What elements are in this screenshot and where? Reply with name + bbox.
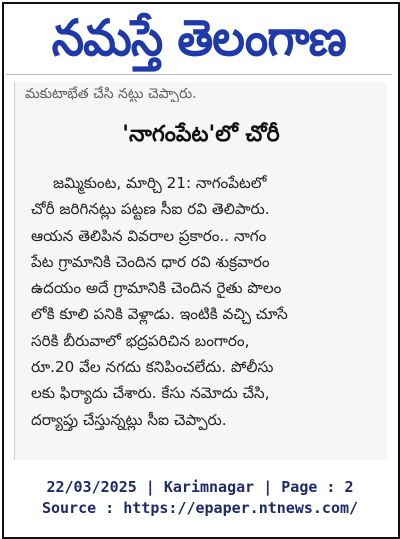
article-line: లోకి కూలి పనికి వెళ్లాడు. ఇంటికి వచ్చి చూసే xyxy=(31,305,288,324)
article-line: దర్యాప్తు చేస్తున్నట్లు సీఐ చెప్పారు. xyxy=(31,410,227,429)
newspaper-masthead xyxy=(6,6,392,70)
footer-date-edition-page: 22/03/2025 | Karimnagar | Page : 2 xyxy=(46,478,354,496)
footer-source-link[interactable]: Source : https://epaper.ntnews.com/ xyxy=(41,499,359,517)
article-clipping xyxy=(14,82,387,460)
article-line: జమ్మికుంట, మార్చి 21: నాగంపేటలో xyxy=(53,174,267,192)
article-line: సరికి బీరువాలో భద్రపరిచిన బంగారం, xyxy=(31,331,250,350)
masthead-divider xyxy=(6,74,392,75)
masthead-title: నమస్తే తెలంగాణ xyxy=(52,9,346,67)
article-line: చోరీ జరిగినట్లు పట్టణ సీఐ రవి తెలిపారు. xyxy=(31,200,270,219)
article-headline: 'నాగంపేట'లో చోరీ xyxy=(122,122,280,147)
article-line: రూ.20 వేల నగదు కనిపించలేదు. పోలీసు xyxy=(31,358,274,377)
article-line: పేట గ్రామానికి చెందిన ధార రవి శుక్రవారం xyxy=(31,252,270,271)
article-line: ఉదయం అదే గ్రామానికి చెందిన రైతు పొలం xyxy=(31,279,282,298)
article-line: లకు ఫిర్యాదు చేశారు. కేసు నమోదు చేసి, xyxy=(31,384,270,403)
clipped-previous-line: మకుటాభేత చేసి నట్టు చెప్పారు. xyxy=(25,86,197,102)
article-line: ఆయన తెలిపిన వివరాల ప్రకారం.. నాగం xyxy=(31,226,267,245)
article-body xyxy=(31,170,381,433)
